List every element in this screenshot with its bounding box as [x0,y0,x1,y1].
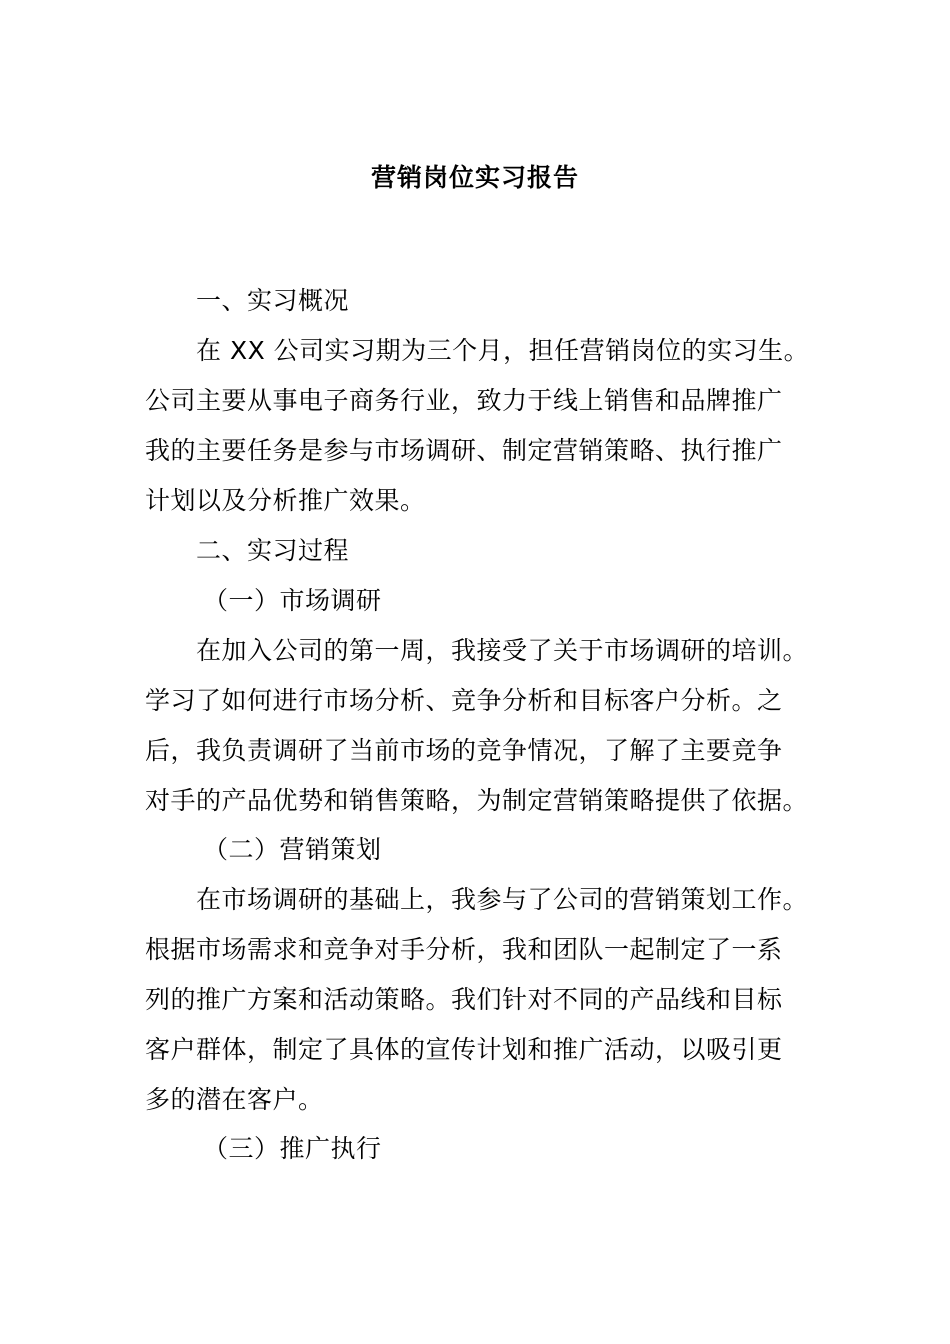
paragraph-line: 公司主要从事电子商务行业，致力于线上销售和品牌推广 [145,386,783,415]
paragraph-line: 在市场调研的基础上，我参与了公司的营销策划工作。 [196,885,809,914]
paragraph-line: 对手的产品优势和销售策略，为制定营销策略提供了依据。 [145,786,809,815]
paragraph-line: 在 XX 公司实习期为三个月，担任营销岗位的实习生。 [196,336,810,365]
section-heading-overview: 一、实习概况 [196,286,350,315]
paragraph-line: 列的推广方案和活动策略。我们针对不同的产品线和目标 [145,985,783,1014]
paragraph-line: 多的潜在客户。 [145,1085,324,1114]
paragraph-line: 在加入公司的第一周，我接受了关于市场调研的培训。 [196,636,809,665]
subsection-heading-promotion-execution: （三）推广执行 [203,1134,382,1163]
paragraph-line: 计划以及分析推广效果。 [145,486,426,515]
subsection-heading-market-research: （一）市场调研 [203,586,382,615]
paragraph-line: 学习了如何进行市场分析、竞争分析和目标客户分析。之 [145,686,783,715]
paragraph-line: 后，我负责调研了当前市场的竞争情况，了解了主要竞争 [145,736,783,765]
section-heading-process: 二、实习过程 [196,536,350,565]
paragraph-line: 客户群体，制定了具体的宣传计划和推广活动，以吸引更 [145,1035,783,1064]
paragraph-line: 根据市场需求和竞争对手分析，我和团队一起制定了一系 [145,935,783,964]
paragraph-line: 我的主要任务是参与市场调研、制定营销策略、执行推广 [145,436,783,465]
subsection-heading-marketing-planning: （二）营销策划 [203,835,382,864]
document-title: 营销岗位实习报告 [370,163,579,192]
